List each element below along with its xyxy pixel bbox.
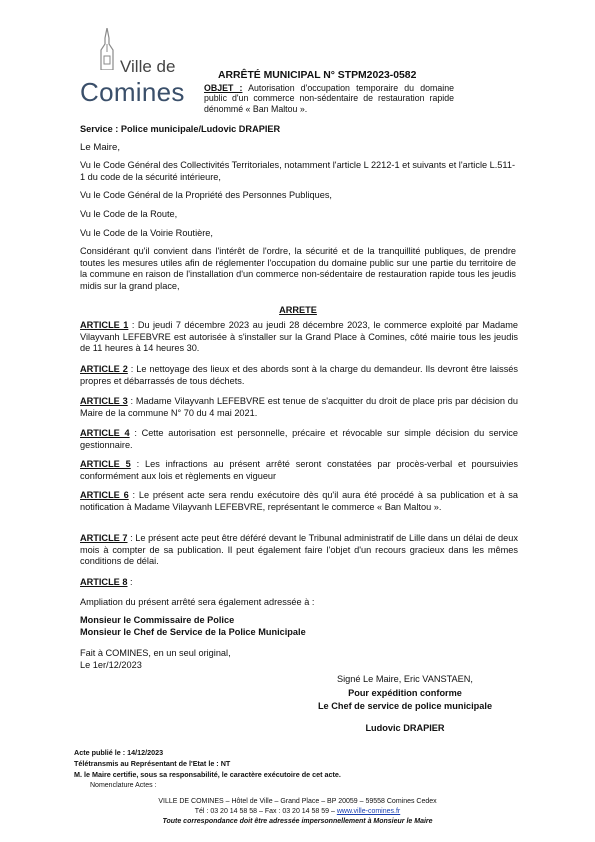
signature-name: Ludovic DRAPIER — [365, 722, 445, 733]
ampliation: Ampliation du présent arrêté sera également adressée à : — [80, 597, 315, 607]
objet-label: OBJET : — [204, 83, 243, 93]
vu-voirie: Vu le Code de la Voirie Routière, — [80, 228, 213, 238]
le-maire: Le Maire, — [80, 142, 120, 153]
city-logo — [80, 28, 198, 108]
article-text: : Madame Vilayvanh LEFEBVRE est tenue de s'acquitter du droit de place pris par décision du Maire de la commune N° 70 du 4 mai 2021. — [80, 396, 518, 418]
article-text: : Le présent acte peut être déféré devant le Tribunal administratif de Lille dans un délai de deux mois à compter de sa publication. Il peut également faire l'objet d'un recours gracieux dans les mêmes conditions de délai. — [80, 533, 518, 567]
destinataire-commissaire: Monsieur le Commissaire de Police — [80, 615, 235, 625]
article-1 — [80, 320, 518, 355]
article-3 — [80, 396, 518, 419]
logo-comines-text: Comines — [80, 77, 185, 107]
article-label: ARTICLE 5 — [80, 459, 131, 469]
article-label: ARTICLE 3 — [80, 396, 128, 406]
footer-note: Toute correspondance doit être adressée impersonnellement à Monsieur le Maire — [162, 818, 433, 825]
article-text: : Le nettoyage des lieux et des abords sont à la charge du demandeur. Ils devront être laissés propres et débarrassés de tous déchets. — [80, 364, 518, 386]
church-icon — [96, 28, 118, 70]
article-text: : Le présent acte sera rendu exécutoire dès qu'il aura été procédé à sa publication et à sa notification à Madame Vilayvanh LEFEBVRE, représentant le commerce « Ban Maltou ». — [80, 490, 518, 512]
signature-block — [260, 674, 550, 734]
article-7 — [80, 533, 518, 568]
document-title: ARRÊTÉ MUNICIPAL N° STPM2023-0582 — [218, 70, 417, 81]
date-signature: Le 1er/12/2023 — [80, 660, 142, 670]
article-text: : Cette autorisation est personnelle, précaire et révocable sur simple décision du service gestionnaire. — [80, 428, 518, 450]
nomenclature: Nomenclature Actes : — [90, 782, 157, 789]
fait-a: Fait à COMINES, en un seul original, — [80, 648, 231, 658]
signature-chef-service: Le Chef de service de police municipale — [317, 701, 493, 712]
article-text: : Du jeudi 7 décembre 2023 au jeudi 28 décembre 2023, le commerce exploité par Madame Vilayvanh LEFEBVRE est autorisée à s'installer sur la Grand Place à Comines, côté mairie tous les jeudis de 11 heures à 14 heures 30. — [80, 320, 518, 354]
objet — [204, 83, 454, 114]
article-text: : — [127, 577, 133, 587]
article-4 — [80, 428, 518, 451]
footer-contact — [0, 808, 595, 817]
signature-maire: Signé Le Maire, Eric VANSTAEN, — [337, 674, 473, 684]
destinataire-chef-police: Monsieur le Chef de Service de la Police Municipale — [80, 627, 306, 637]
vu-code-route: Vu le Code de la Route, — [80, 209, 178, 219]
vu-cgct: Vu le Code Général des Collectivités Territoriales, notamment l'article L 2212-1 et suivants et l'article L.511-1 du code de la sécurité intérieure, — [80, 160, 516, 182]
considerant: Considérant qu'il convient dans l'intérêt de l'ordre, la sécurité et de la tranquillité publiques, de prendre toutes les mesures utiles afin de réglementer l'occupation du domaine public sur une partie du territoire de la commune en raison de l'installation d'un commerce non-sédentaire de restauration rapide tous les jeudis midis sur la grand place, — [80, 246, 516, 291]
article-8 — [80, 577, 518, 589]
article-5 — [80, 459, 518, 482]
website-link[interactable]: www.ville-comines.fr — [336, 808, 401, 815]
vu-cgppp: Vu le Code Général de la Propriété des Personnes Publiques, — [80, 190, 332, 200]
footer-address: VILLE DE COMINES – Hôtel de Ville – Grand Place – BP 20059 – 59558 Comines Cedex — [158, 798, 437, 805]
article-6 — [80, 490, 518, 513]
teletransmis: Télétransmis au Représentant de l'Etat le : NT — [74, 759, 231, 768]
logo-ville-text: Ville de — [120, 57, 176, 76]
acte-publie: Acte publié le : 14/12/2023 — [74, 748, 164, 757]
article-label: ARTICLE 7 — [80, 533, 128, 543]
footer-phone: Tél : 03 20 14 58 58 – Fax : 03 20 14 58 59 – — [194, 808, 337, 815]
objet-text: Autorisation d'occupation temporaire du domaine public d'un commerce non-sédentaire de restauration rapide dénommé « Ban Maltou ». — [204, 83, 454, 114]
article-label: ARTICLE 2 — [80, 364, 128, 374]
article-2 — [80, 364, 518, 387]
signature-expedition: Pour expédition conforme — [348, 687, 462, 698]
certification: M. le Maire certifie, sous sa responsabilité, le caractère exécutoire de cet acte. — [74, 770, 341, 779]
article-label: ARTICLE 4 — [80, 428, 130, 438]
article-text: : Les infractions au présent arrêté seront constatées par procès-verbal et poursuivies conformément aux lois et règlements en vigueur — [80, 459, 518, 481]
service-line: Service : Police municipale/Ludovic DRAPIER — [80, 124, 281, 134]
article-label: ARTICLE 6 — [80, 490, 129, 500]
article-label: ARTICLE 8 — [80, 577, 128, 587]
arrete-heading: ARRETE — [279, 305, 317, 315]
article-label: ARTICLE 1 — [80, 320, 129, 330]
